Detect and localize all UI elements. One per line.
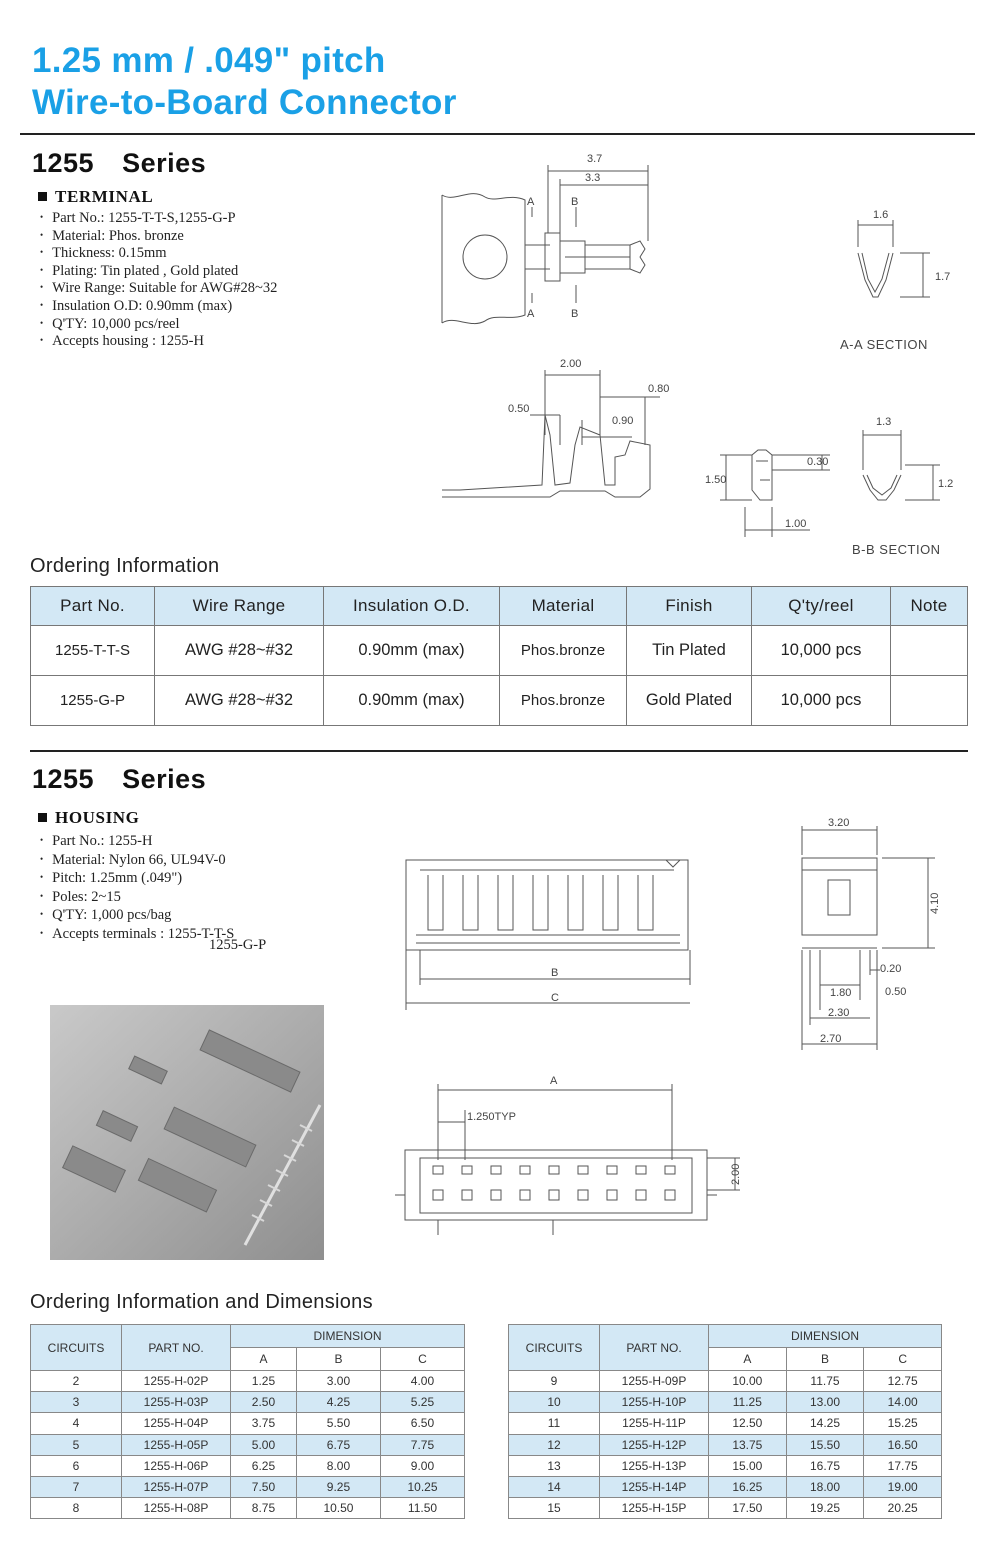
spec-item-cont: 1255-G-P (209, 937, 267, 953)
cell: 12.75 (864, 1371, 942, 1392)
dim-label: 2.70 (820, 1033, 842, 1045)
terminal-ordering-table (30, 586, 968, 726)
table-row (31, 676, 968, 726)
cell: 14.25 (786, 1413, 864, 1434)
series-number: 1255 (32, 764, 95, 794)
spec-item: • Insulation O.D: 0.90mm (max) (40, 297, 277, 315)
housing-front-drawing (398, 855, 698, 1020)
series-word: Series (122, 764, 207, 794)
dim-label: 3.7 (587, 153, 603, 165)
cell: 12 (509, 1434, 600, 1455)
cell: 1255-H-02P (122, 1371, 231, 1392)
spec-item: • Q'TY: 1,000 pcs/bag (40, 906, 234, 925)
terminal-heading-text: TERMINAL (55, 187, 154, 206)
cell: 10 (509, 1392, 600, 1413)
spec-item: • Q'TY: 10,000 pcs/reel (40, 315, 277, 333)
dim-label: 0.80 (648, 383, 670, 395)
terminal-spec-list (40, 209, 277, 350)
dim-label: 1.80 (830, 987, 852, 999)
col-header: B (296, 1348, 380, 1371)
cell: 19.25 (786, 1498, 864, 1519)
col-header: Part No. (31, 587, 155, 626)
cell: 7.50 (231, 1476, 297, 1497)
cell: 16.75 (786, 1455, 864, 1476)
housing-heading (38, 808, 140, 828)
section-marker: A (527, 196, 535, 208)
cell: 1255-H-05P (122, 1434, 231, 1455)
cell: Gold Plated (627, 676, 752, 726)
dim-label: 0.20 (880, 963, 902, 975)
housing-heading-text: HOUSING (55, 808, 140, 827)
cell: 16.50 (864, 1434, 942, 1455)
table-row (509, 1476, 942, 1497)
cell: 8.00 (296, 1455, 380, 1476)
cell: 10.50 (296, 1498, 380, 1519)
cell: 18.00 (786, 1476, 864, 1497)
cell: 19.00 (864, 1476, 942, 1497)
cell: 1255-H-09P (600, 1371, 709, 1392)
ordering-info-title: Ordering Information (30, 555, 220, 577)
table-row (31, 1476, 465, 1497)
col-header: PART NO. (600, 1325, 709, 1371)
dim-label: 1.50 (705, 474, 727, 486)
cell: 17.75 (864, 1455, 942, 1476)
dim-label: 2.00 (560, 358, 582, 370)
spec-item: • Accepts housing : 1255-H (40, 332, 277, 350)
cell: 12.50 (709, 1413, 787, 1434)
spec-item: • Part No.: 1255-T-T-S,1255-G-P (40, 209, 277, 227)
cell: 1255-H-15P (600, 1498, 709, 1519)
cell: 9 (509, 1371, 600, 1392)
spec-item: • Material: Phos. bronze (40, 227, 277, 245)
cell: 13.00 (786, 1392, 864, 1413)
cell: AWG #28~#32 (155, 676, 324, 726)
cell: AWG #28~#32 (155, 626, 324, 676)
dimensions-title: Ordering Information and Dimensions (30, 1291, 373, 1313)
terminal-drawing (430, 145, 980, 565)
spec-item: • Part No.: 1255-H (40, 832, 234, 851)
cell: 17.50 (709, 1498, 787, 1519)
cell: 5.50 (296, 1413, 380, 1434)
cell: 1255-H-07P (122, 1476, 231, 1497)
table-row (31, 1498, 465, 1519)
dim-label: 2.00 (730, 1163, 742, 1185)
cell: 10.00 (709, 1371, 787, 1392)
col-header: C (380, 1348, 464, 1371)
cell: 11.25 (709, 1392, 787, 1413)
cell: 14 (509, 1476, 600, 1497)
cell: 13.75 (709, 1434, 787, 1455)
housing-series-title (32, 764, 206, 795)
cell: 10,000 pcs (752, 626, 891, 676)
cell (891, 676, 968, 726)
cell: 8 (31, 1498, 122, 1519)
dim-label: 1.3 (876, 416, 892, 428)
cell: 8.75 (231, 1498, 297, 1519)
col-header: C (864, 1348, 942, 1371)
spec-item: • Thickness: 0.15mm (40, 244, 277, 262)
cell: Phos.bronze (500, 676, 627, 726)
cell: 1255-H-03P (122, 1392, 231, 1413)
section-marker: A (527, 308, 535, 320)
table-row (509, 1413, 942, 1434)
housing-side-drawing (790, 810, 960, 1055)
cell: 4.25 (296, 1392, 380, 1413)
col-header: Q'ty/reel (752, 587, 891, 626)
cell: 7.75 (380, 1434, 464, 1455)
bullet-square-icon (38, 813, 47, 822)
cell: 0.90mm (max) (324, 676, 500, 726)
dim-label: 1.7 (935, 271, 951, 283)
spec-item: • Plating: Tin plated , Gold plated (40, 262, 277, 280)
cell: 20.25 (864, 1498, 942, 1519)
col-header: CIRCUITS (31, 1325, 122, 1371)
dim-label: 0.90 (612, 415, 634, 427)
col-header: Note (891, 587, 968, 626)
cell: 6.75 (296, 1434, 380, 1455)
spec-item: • Wire Range: Suitable for AWG#28~32 (40, 279, 277, 297)
dimension-table-left (30, 1324, 465, 1519)
dim-label: 3.20 (828, 817, 850, 829)
table-row (509, 1434, 942, 1455)
cell: 6.50 (380, 1413, 464, 1434)
dimension-table-right (508, 1324, 942, 1519)
table-row (509, 1455, 942, 1476)
section-marker: B (571, 196, 579, 208)
cell: 1255-H-11P (600, 1413, 709, 1434)
cell: 4 (31, 1413, 122, 1434)
cell: 1255-H-13P (600, 1455, 709, 1476)
cell: 13 (509, 1455, 600, 1476)
cell: Tin Plated (627, 626, 752, 676)
cell: 2 (31, 1371, 122, 1392)
cell: 6.25 (231, 1455, 297, 1476)
cell: 10,000 pcs (752, 676, 891, 726)
cell (891, 626, 968, 676)
cell: 5.25 (380, 1392, 464, 1413)
bb-section-label: B-B SECTION (852, 542, 941, 557)
housing-top-drawing (395, 1070, 745, 1245)
cell: 4.00 (380, 1371, 464, 1392)
cell: 16.25 (709, 1476, 787, 1497)
dim-label: 1.00 (785, 518, 807, 530)
label-b: B (551, 967, 559, 979)
col-header: DIMENSION (709, 1325, 942, 1348)
bullet-square-icon (38, 192, 47, 201)
dim-label: 2.30 (828, 1007, 850, 1019)
cell: 1255-H-12P (600, 1434, 709, 1455)
cell: 9.25 (296, 1476, 380, 1497)
cell: 1255-H-08P (122, 1498, 231, 1519)
cell: 3.75 (231, 1413, 297, 1434)
cell: 11 (509, 1413, 600, 1434)
product-photo (50, 1005, 324, 1260)
table-row (31, 1434, 465, 1455)
cell: 1255-H-04P (122, 1413, 231, 1434)
cell: 11.50 (380, 1498, 464, 1519)
label-a: A (550, 1075, 558, 1087)
cell: 15 (509, 1498, 600, 1519)
dim-label: 3.3 (585, 172, 601, 184)
cell: 15.25 (864, 1413, 942, 1434)
cell: 7 (31, 1476, 122, 1497)
cell: 14.00 (864, 1392, 942, 1413)
table-row (31, 1413, 465, 1434)
col-header: PART NO. (122, 1325, 231, 1371)
spec-item: • Poles: 2~15 (40, 888, 234, 907)
dim-label: 0.30 (807, 456, 829, 468)
cell: 1255-H-10P (600, 1392, 709, 1413)
col-header: Finish (627, 587, 752, 626)
dim-label: 0.50 (508, 403, 530, 415)
dim-label: 4.10 (929, 892, 941, 914)
section-rule (30, 750, 968, 752)
label-c: C (551, 992, 559, 1004)
col-header: CIRCUITS (509, 1325, 600, 1371)
cell: 15.50 (786, 1434, 864, 1455)
dim-label: 1.2 (938, 478, 954, 490)
table-header-row (31, 587, 968, 626)
cell: 1255-H-06P (122, 1455, 231, 1476)
cell: 11.75 (786, 1371, 864, 1392)
col-header: A (231, 1348, 297, 1371)
cell: 1.25 (231, 1371, 297, 1392)
table-row (31, 1455, 465, 1476)
cell: 5 (31, 1434, 122, 1455)
terminal-series-title (32, 148, 206, 179)
title-line-1: 1.25 mm / .049" pitch (32, 41, 386, 80)
spec-item: • Accepts terminals : 1255-T-T-S (40, 925, 234, 944)
cell: Phos.bronze (500, 626, 627, 676)
cell: 9.00 (380, 1455, 464, 1476)
table-row (509, 1392, 942, 1413)
col-header: Insulation O.D. (324, 587, 500, 626)
cell: 3 (31, 1392, 122, 1413)
section-marker: B (571, 308, 579, 320)
series-word: Series (122, 148, 207, 178)
spec-item: • Pitch: 1.25mm (.049") (40, 869, 234, 888)
header-rule (20, 133, 975, 135)
series-number: 1255 (32, 148, 95, 178)
table-row (31, 1371, 465, 1392)
aa-section-label: A-A SECTION (840, 337, 928, 352)
dim-label: 0.50 (885, 986, 907, 998)
housing-spec-list (40, 832, 234, 944)
col-header: Wire Range (155, 587, 324, 626)
table-row (509, 1498, 942, 1519)
col-header: A (709, 1348, 787, 1371)
table-row (31, 626, 968, 676)
cell: 1255-G-P (31, 676, 155, 726)
table-row (509, 1371, 942, 1392)
col-header: Material (500, 587, 627, 626)
cell: 0.90mm (max) (324, 626, 500, 676)
table-row (31, 1392, 465, 1413)
cell: 3.00 (296, 1371, 380, 1392)
title-line-2: Wire-to-Board Connector (32, 83, 457, 122)
col-header: B (786, 1348, 864, 1371)
cell: 6 (31, 1455, 122, 1476)
cell: 15.00 (709, 1455, 787, 1476)
spec-item: • Material: Nylon 66, UL94V-0 (40, 851, 234, 870)
cell: 1255-T-T-S (31, 626, 155, 676)
cell: 10.25 (380, 1476, 464, 1497)
pitch-label: 1.250TYP (467, 1111, 516, 1123)
terminal-heading (38, 187, 153, 207)
dim-label: 1.6 (873, 209, 889, 221)
cell: 5.00 (231, 1434, 297, 1455)
cell: 1255-H-14P (600, 1476, 709, 1497)
cell: 2.50 (231, 1392, 297, 1413)
col-header: DIMENSION (231, 1325, 465, 1348)
